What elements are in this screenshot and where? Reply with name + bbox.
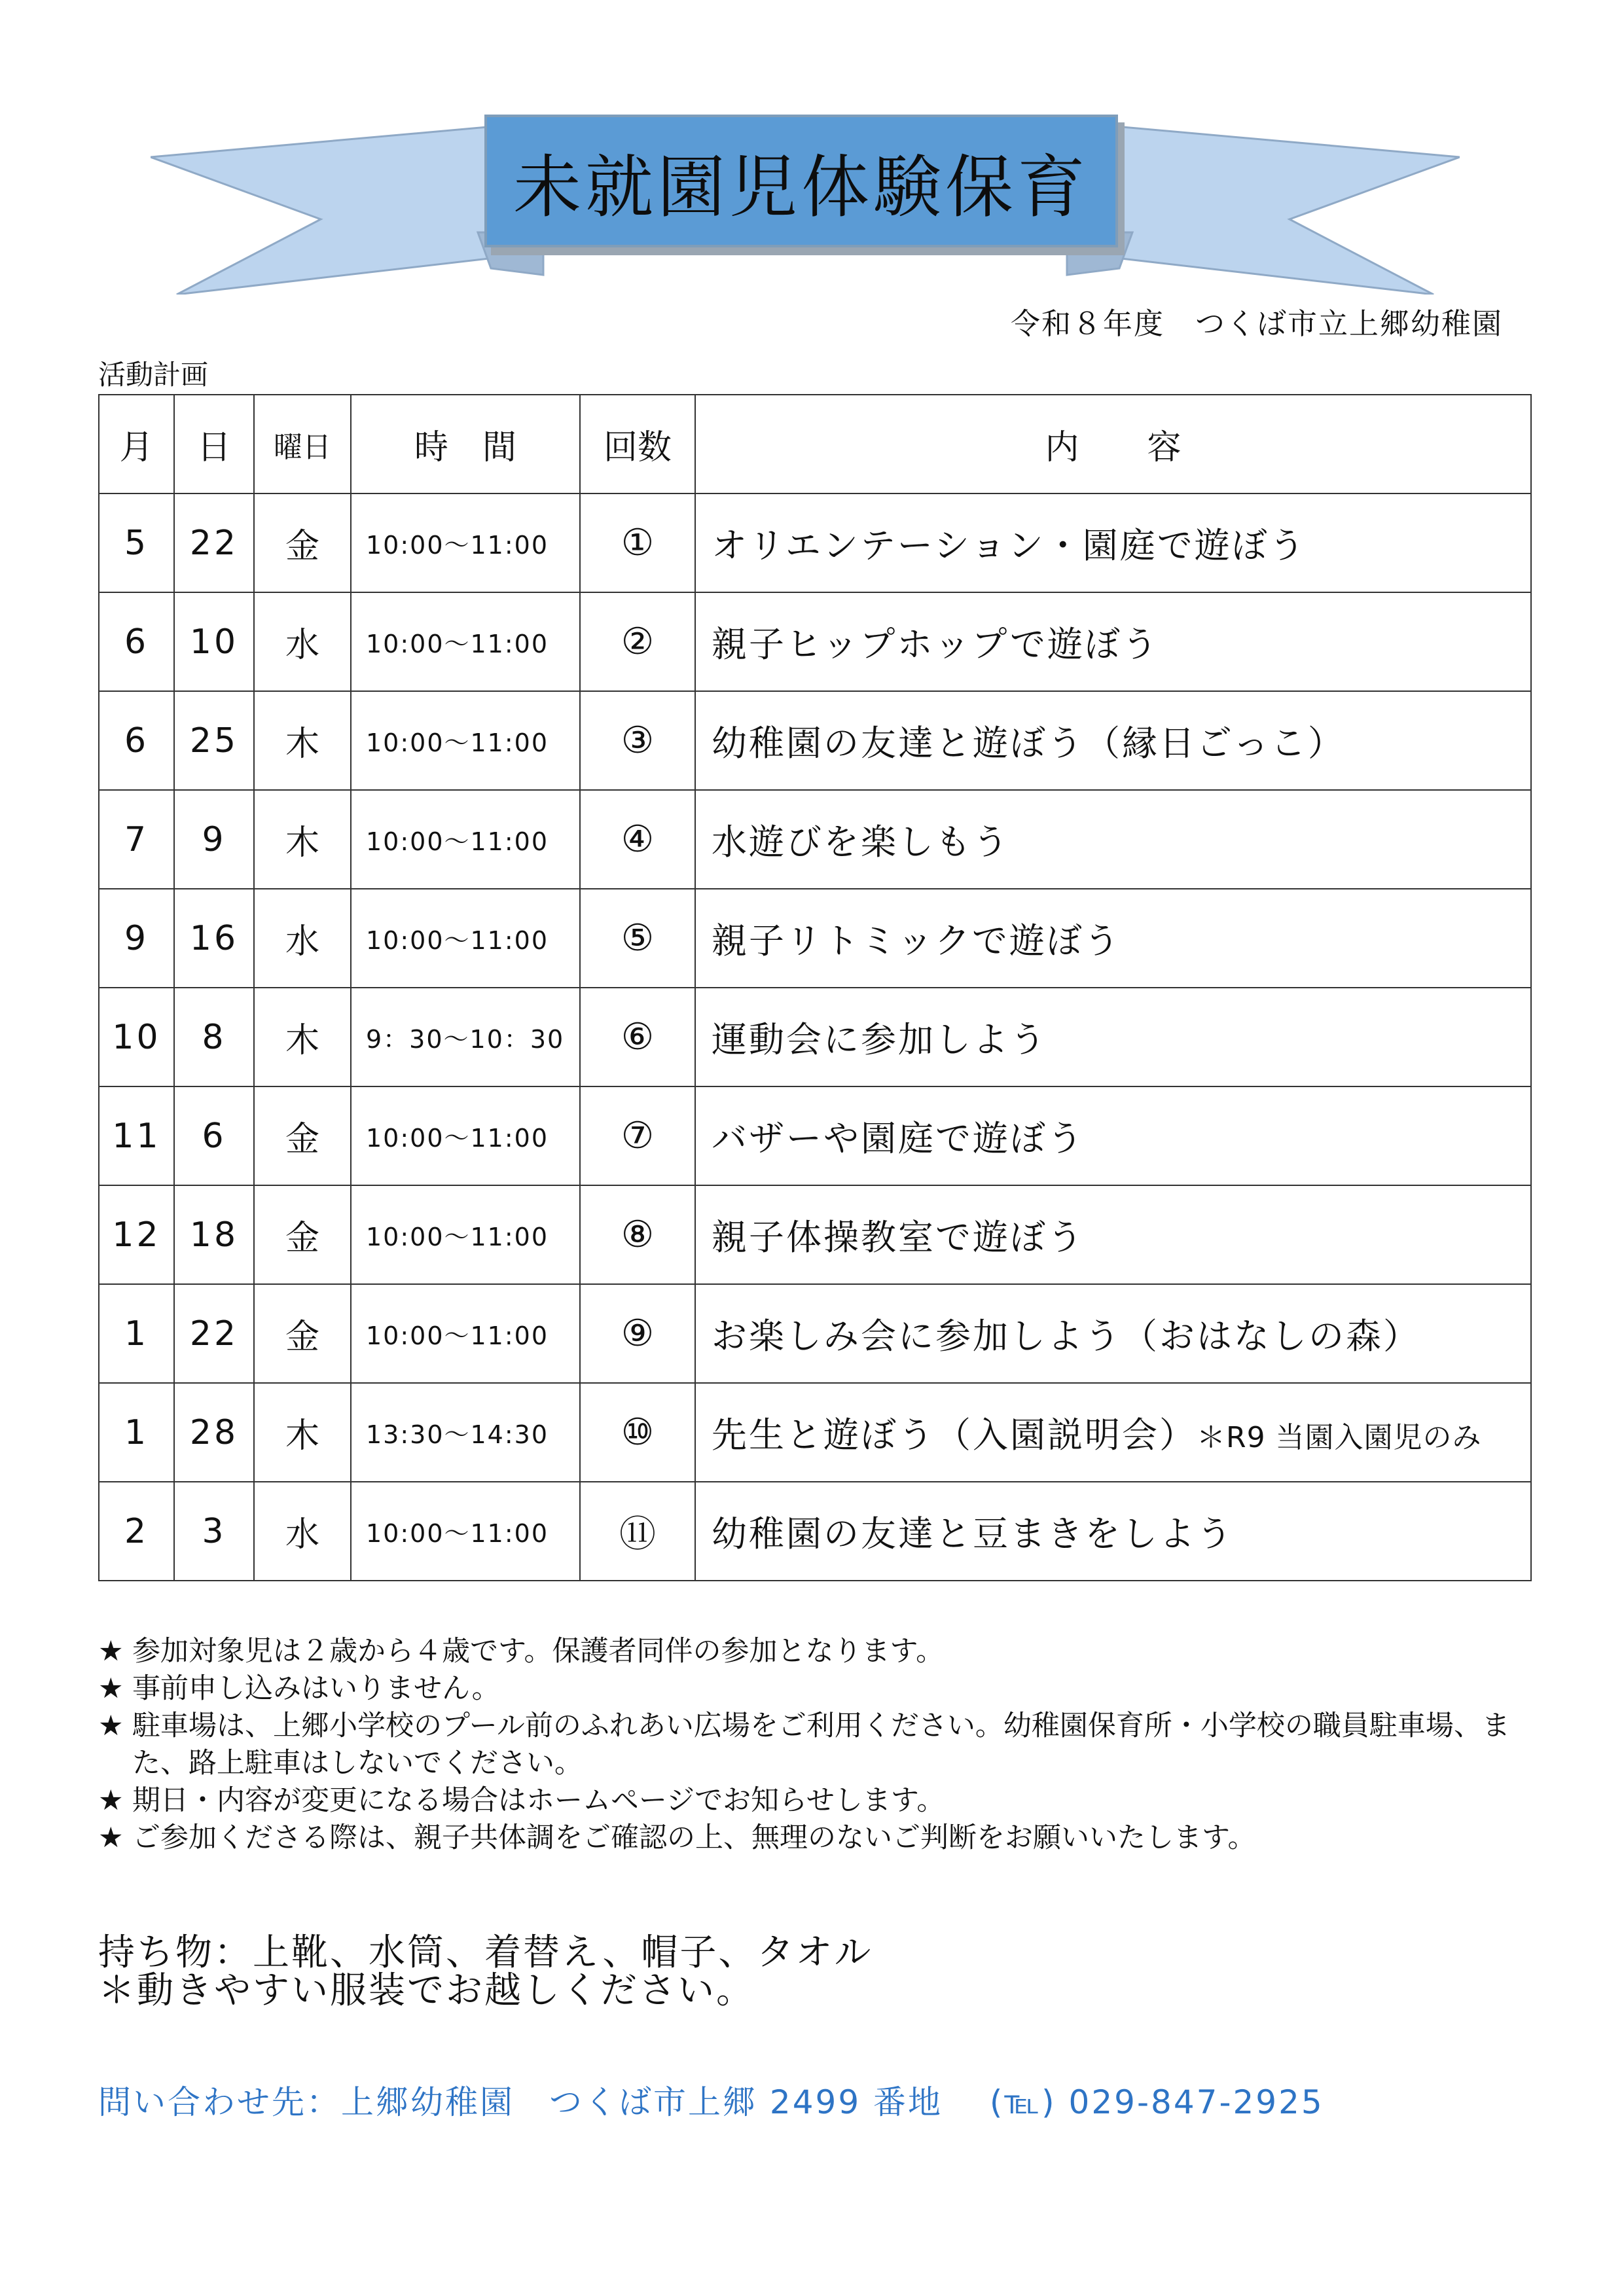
cell-count [580, 691, 695, 790]
cell-dow-text: 金 [285, 1219, 319, 1258]
cell-content [695, 493, 1531, 592]
cell-month-text: 1 [124, 1314, 149, 1354]
table-row [99, 1383, 1531, 1482]
cell-count [580, 790, 695, 889]
note-item [98, 1708, 1532, 1782]
cell-time-text: 10:00〜11:00 [366, 1124, 549, 1153]
cell-month [99, 592, 174, 691]
cell-content-text: 親子ヒップホップで遊ぼう [712, 624, 1159, 665]
cell-count [580, 988, 695, 1086]
cell-time-text: 10:00〜11:00 [366, 1223, 549, 1251]
cell-count-text: ⑤ [621, 917, 655, 960]
cell-day [174, 1284, 254, 1383]
cell-month [99, 988, 174, 1086]
cell-day-text: 28 [189, 1412, 239, 1452]
cell-time [351, 988, 580, 1086]
cell-content [695, 592, 1531, 691]
cell-month [99, 691, 174, 790]
table-row [99, 592, 1531, 691]
header-day: 日 [174, 395, 254, 493]
cell-month-text: 10 [112, 1017, 161, 1057]
contact-info: 問い合わせ先：上郷幼稚園 つくば市上郷 2499 番地 (℡) 029-847-2925 [98, 2083, 1324, 2121]
cell-content [695, 1383, 1531, 1482]
cell-day [174, 790, 254, 889]
table-row [99, 1086, 1531, 1185]
cell-day [174, 988, 254, 1086]
cell-count [580, 1383, 695, 1482]
cell-day [174, 889, 254, 988]
star-icon: ★ [98, 1672, 124, 1705]
cell-content [695, 1482, 1531, 1581]
note-text: ご参加くださる際は、親子共体調をご確認の上、無理のないご判断をお願いいたします。 [132, 1821, 1256, 1854]
cell-dow [254, 1284, 351, 1383]
table-row [99, 691, 1531, 790]
cell-count [580, 1482, 695, 1581]
cell-day-text: 8 [202, 1017, 226, 1057]
cell-month-text: 5 [124, 523, 149, 563]
cell-content-text: お楽しみ会に参加しよう（おはなしの森） [712, 1316, 1420, 1357]
cell-time-text: 10:00〜11:00 [366, 926, 549, 955]
cell-count-text: ③ [621, 719, 655, 762]
cell-month-text: 9 [124, 918, 149, 958]
cell-day-text: 22 [189, 1314, 239, 1354]
cell-dow [254, 1086, 351, 1185]
cell-dow [254, 592, 351, 691]
cell-content-text: 親子リトミックで遊ぼう [712, 920, 1121, 961]
cell-day-text: 16 [189, 918, 239, 958]
cell-time [351, 790, 580, 889]
table-row [99, 790, 1531, 889]
cell-dow-text: 木 [285, 1416, 319, 1456]
star-icon: ★ [98, 1710, 124, 1742]
cell-month-text: 11 [112, 1116, 161, 1156]
cell-month [99, 889, 174, 988]
cell-month-text: 12 [112, 1215, 161, 1255]
belongings-line: 持ち物：上靴、水筒、着替え、帽子、タオル [98, 1931, 873, 1974]
cell-time [351, 592, 580, 691]
cell-content-text: 幼稚園の友達と豆まきをしよう [712, 1513, 1234, 1554]
cell-count [580, 493, 695, 592]
cell-time [351, 889, 580, 988]
header-count: 回数 [580, 395, 695, 493]
cell-month-text: 6 [124, 721, 149, 761]
cell-time-text: 10:00〜11:00 [366, 1519, 549, 1548]
cell-time [351, 1482, 580, 1581]
cell-time-text: 9：30〜10：30 [366, 1025, 565, 1054]
clothing-note: ＊動きやすい服装でお越しください。 [98, 1969, 755, 2012]
header-time: 時 間 [351, 395, 580, 493]
cell-count-text: ⑪ [619, 1513, 656, 1556]
cell-time [351, 1284, 580, 1383]
cell-content [695, 1284, 1531, 1383]
cell-content [695, 988, 1531, 1086]
cell-content [695, 1185, 1531, 1284]
cell-dow [254, 1185, 351, 1284]
cell-content-text: 先生と遊ぼう（入園説明会） [712, 1414, 1197, 1456]
cell-day-text: 10 [189, 622, 239, 662]
cell-time-text: 10:00〜11:00 [366, 1321, 549, 1350]
cell-day [174, 592, 254, 691]
cell-month [99, 1482, 174, 1581]
header-month: 月 [99, 395, 174, 493]
page-title: 未就園児体験保育 [513, 147, 1089, 227]
cell-day [174, 1185, 254, 1284]
cell-dow-text: 木 [285, 1021, 319, 1060]
cell-dow-text: 木 [285, 725, 319, 764]
cell-month-text: 2 [124, 1511, 149, 1551]
cell-content [695, 1086, 1531, 1185]
cell-day [174, 691, 254, 790]
cell-day [174, 1086, 254, 1185]
cell-time [351, 1185, 580, 1284]
table-header-row [99, 395, 1531, 493]
cell-count-text: ⑦ [621, 1115, 655, 1157]
header-content: 内 容 [695, 395, 1531, 493]
cell-content-text: オリエンテーション・園庭で遊ぼう [712, 525, 1307, 566]
cell-month-text: 6 [124, 622, 149, 662]
cell-month [99, 493, 174, 592]
cell-month [99, 1383, 174, 1482]
cell-time-text: 10:00〜11:00 [366, 728, 549, 757]
content-note: ＊R9 当園入園児のみ [1197, 1421, 1482, 1454]
table-row [99, 493, 1531, 592]
plan-label: 活動計画 [98, 359, 209, 391]
cell-dow-text: 水 [285, 1515, 319, 1554]
cell-count-text: ① [621, 522, 655, 564]
cell-day-text: 6 [202, 1116, 226, 1156]
belongings-section [98, 1931, 873, 2012]
note-item [98, 1782, 1532, 1820]
cell-time [351, 1086, 580, 1185]
star-icon: ★ [98, 1635, 124, 1668]
cell-month [99, 1086, 174, 1185]
cell-month-text: 7 [124, 819, 149, 859]
cell-content-text: バザーや園庭で遊ぼう [712, 1118, 1085, 1159]
cell-count-text: ⑨ [621, 1312, 655, 1355]
cell-month [99, 1284, 174, 1383]
cell-dow [254, 691, 351, 790]
cell-count [580, 1185, 695, 1284]
cell-count-text: ⑩ [621, 1411, 655, 1454]
cell-time-text: 13:30〜14:30 [366, 1420, 549, 1449]
cell-dow-text: 金 [285, 1120, 319, 1159]
cell-content [695, 691, 1531, 790]
cell-time-text: 10:00〜11:00 [366, 630, 549, 658]
table-row [99, 889, 1531, 988]
organization-line: 令和８年度 つくば市立上郷幼稚園 [1010, 306, 1503, 341]
cell-dow [254, 988, 351, 1086]
cell-count [580, 1284, 695, 1383]
cell-day-text: 9 [202, 819, 226, 859]
cell-count-text: ⑥ [621, 1016, 655, 1058]
cell-dow-text: 木 [285, 823, 319, 863]
note-item [98, 1670, 1532, 1708]
header-dow: 曜日 [254, 395, 351, 493]
title-box [484, 115, 1118, 247]
cell-count-text: ② [621, 620, 655, 663]
note-item [98, 1633, 1532, 1670]
cell-count [580, 1086, 695, 1185]
cell-dow [254, 1383, 351, 1482]
cell-dow-text: 金 [285, 1318, 319, 1357]
cell-dow [254, 1482, 351, 1581]
cell-day-text: 22 [189, 523, 239, 563]
cell-dow [254, 889, 351, 988]
cell-day [174, 1482, 254, 1581]
note-text: 参加対象児は２歳から４歳です。保護者同伴の参加となります。 [132, 1635, 945, 1668]
cell-day-text: 25 [189, 721, 239, 761]
table-row [99, 1185, 1531, 1284]
cell-dow-text: 水 [285, 626, 319, 665]
cell-content [695, 889, 1531, 988]
cell-count-text: ④ [621, 818, 655, 861]
cell-day [174, 1383, 254, 1482]
cell-content-text: 親子体操教室で遊ぼう [712, 1217, 1085, 1258]
cell-content-text: 幼稚園の友達と遊ぼう（縁日ごっこ） [712, 723, 1345, 764]
note-text: 事前申し込みはいりません。 [132, 1672, 500, 1705]
note-item [98, 1820, 1532, 1857]
star-icon: ★ [98, 1821, 124, 1854]
note-text: 期日・内容が変更になる場合はホームページでお知らせします。 [132, 1784, 945, 1817]
cell-month [99, 1185, 174, 1284]
cell-time [351, 691, 580, 790]
cell-count [580, 889, 695, 988]
cell-month [99, 790, 174, 889]
cell-day [174, 493, 254, 592]
cell-content-text: 運動会に参加しよう [712, 1019, 1047, 1060]
cell-time [351, 493, 580, 592]
cell-day-text: 3 [202, 1511, 226, 1551]
cell-time [351, 1383, 580, 1482]
schedule-table [98, 394, 1532, 1581]
table-row [99, 1482, 1531, 1581]
cell-dow [254, 790, 351, 889]
cell-count-text: ⑧ [621, 1213, 655, 1256]
star-icon: ★ [98, 1784, 124, 1817]
cell-content [695, 790, 1531, 889]
cell-day-text: 18 [189, 1215, 239, 1255]
cell-month-text: 1 [124, 1412, 149, 1452]
cell-dow-text: 水 [285, 922, 319, 961]
notes-list [98, 1633, 1532, 1857]
table-row [99, 1284, 1531, 1383]
cell-count [580, 592, 695, 691]
cell-time-text: 10:00〜11:00 [366, 827, 549, 856]
cell-time-text: 10:00〜11:00 [366, 531, 549, 560]
cell-dow [254, 493, 351, 592]
note-text: 駐車場は、上郷小学校のプール前のふれあい広場をご利用ください。幼稚園保育所・小学校の職員駐車場、また、路上駐車はしないでください。 [132, 1710, 1510, 1780]
cell-content-text: 水遊びを楽しもう [712, 821, 1010, 863]
table-row [99, 988, 1531, 1086]
cell-dow-text: 金 [285, 527, 319, 566]
